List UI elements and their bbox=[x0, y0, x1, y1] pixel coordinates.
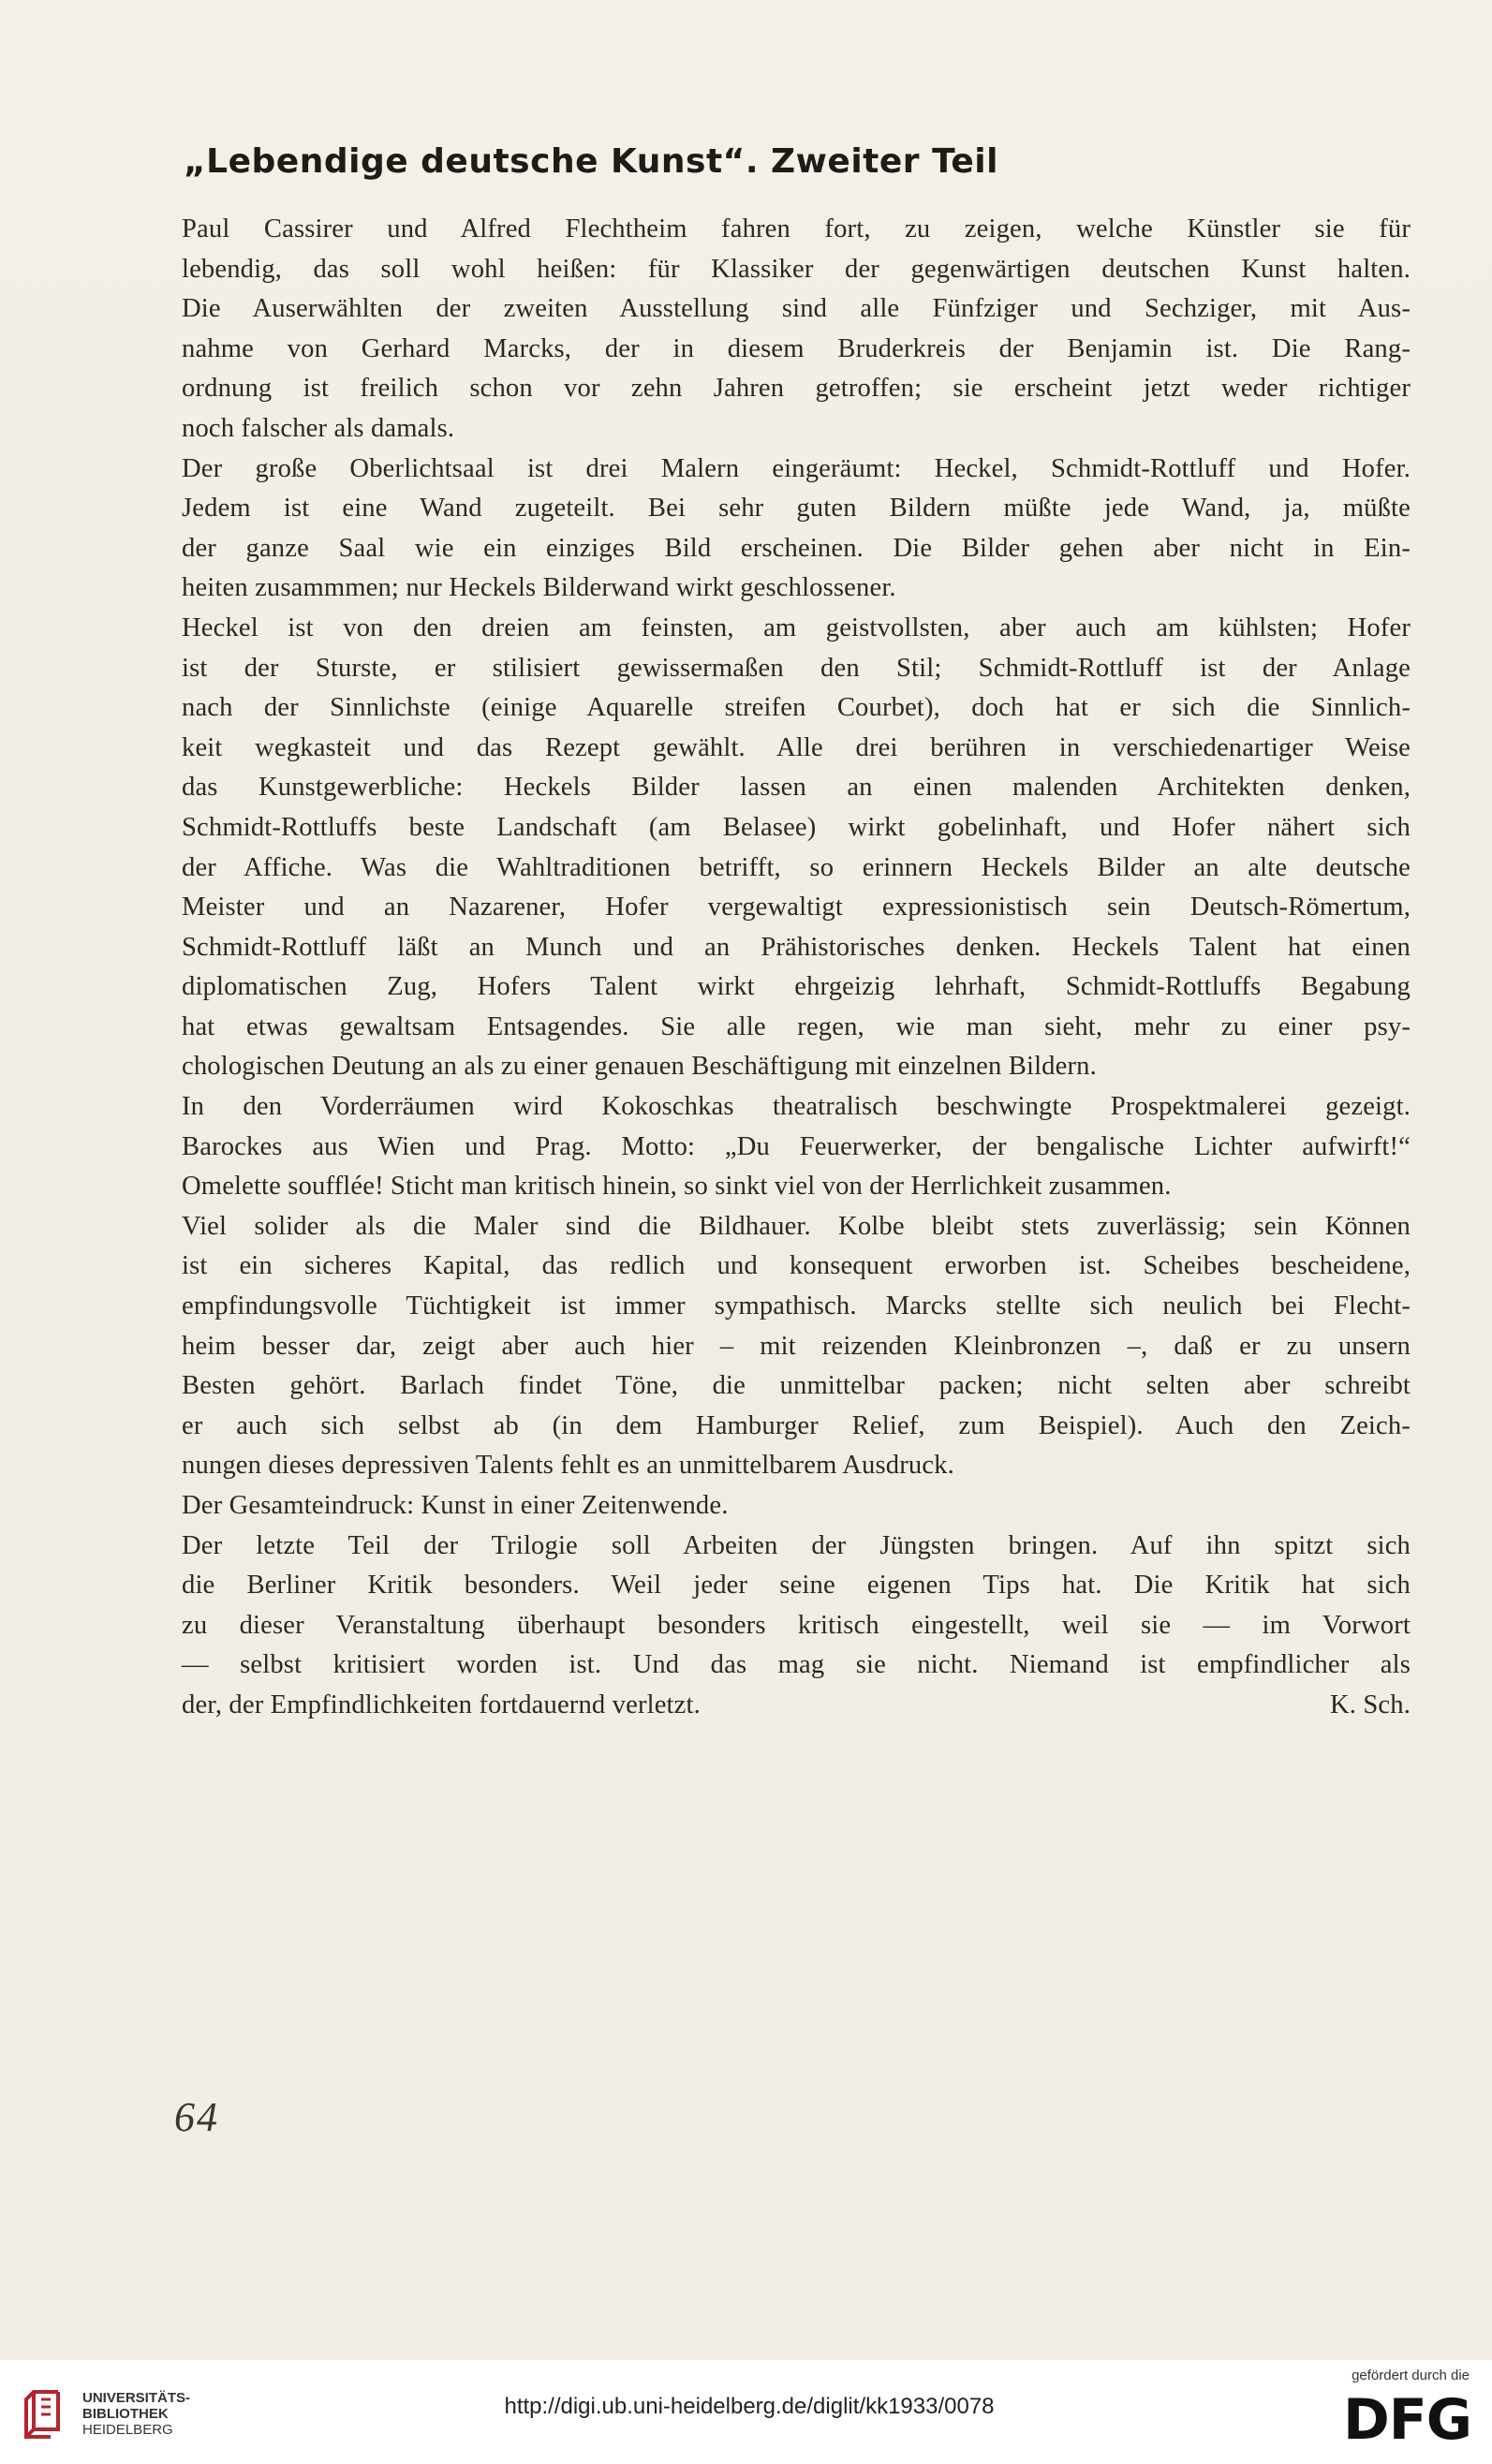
library-name-line: BIBLIOTHEK bbox=[82, 2406, 169, 2422]
page-number: 64 bbox=[174, 2094, 219, 2140]
text-line: er auch sich selbst ab (in dem Hamburger Relief, zum Beispiel). Auch den Zeich- bbox=[182, 1410, 1411, 1440]
article-title: „Lebendige deutsche Kunst“. Zweiter Teil bbox=[184, 142, 998, 181]
text-line: der ganze Saal wie ein einziges Bild erscheinen. Die Bilder gehen aber nicht in Ein- bbox=[182, 533, 1411, 563]
text-line: Viel solider als die Maler sind die Bildhauer. Kolbe bleibt stets zuverlässig; sein Können bbox=[182, 1211, 1411, 1241]
text-line: Meister und an Nazarener, Hofer vergewaltigt expressionistisch sein Deutsch-Römertum, bbox=[182, 893, 1411, 922]
text-line: Schmidt-Rottluffs beste Landschaft (am Belasee) wirkt gobelinhaft, und Hofer nähert sich bbox=[182, 812, 1411, 842]
text-line: empfindungsvolle Tüchtigkeit ist immer sympathisch. Marcks stellte sich neulich bei Flecht- bbox=[182, 1291, 1411, 1321]
text-line: Heckel ist von den dreien am feinsten, am geistvollsten, aber auch am kühlsten; Hofer bbox=[182, 612, 1411, 642]
document-url-link[interactable]: http://digi.ub.uni-heidelberg.de/diglit/kk1933/0078 bbox=[504, 2394, 995, 2419]
dfg-logo[interactable]: DFG bbox=[1342, 2387, 1471, 2453]
text-line: Die Auserwählten der zweiten Ausstellung sind alle Fünfziger und Sechziger, mit Aus- bbox=[182, 294, 1411, 324]
text-line: lebendig, das soll wohl heißen: für Klassiker der gegenwärtigen deutschen Kunst halten. bbox=[182, 254, 1411, 284]
text-line: heim besser dar, zeigt aber auch hier – mit reizenden Kleinbronzen –, daß er zu unsern bbox=[182, 1331, 1411, 1361]
text-line: Schmidt-Rottluff läßt an Munch und an Prähistorisches denken. Heckels Talent hat einen bbox=[182, 932, 1411, 962]
author-signature: K. Sch. bbox=[1329, 1689, 1411, 1719]
text-line: der Affiche. Was die Wahltraditionen betrifft, so erinnern Heckels Bilder an alte deutsche bbox=[182, 852, 1411, 882]
text-line: Der Gesamteindruck: Kunst in einer Zeitenwende. bbox=[182, 1491, 729, 1520]
footer-bar bbox=[0, 2360, 1492, 2464]
text-line: nahme von Gerhard Marcks, der in diesem Bruderkreis der Benjamin ist. Die Rang- bbox=[182, 333, 1411, 363]
library-name-line: HEIDELBERG bbox=[82, 2422, 173, 2438]
text-line: chologischen Deutung an als zu einer genauen Beschäftigung mit einzelnen Bildern. bbox=[182, 1052, 1097, 1082]
text-line: die Berliner Kritik besonders. Weil jeder seine eigenen Tips hat. Die Kritik hat sich bbox=[182, 1571, 1411, 1601]
text-line: noch falscher als damals. bbox=[182, 413, 455, 443]
text-line: In den Vorderräumen wird Kokoschkas theatralisch beschwingte Prospektmalerei gezeigt. bbox=[182, 1092, 1411, 1122]
text-line: Der letzte Teil der Trilogie soll Arbeiten der Jüngsten bringen. Auf ihn spitzt sich bbox=[182, 1530, 1411, 1560]
text-line: der, der Empfindlichkeiten fortdauernd verletzt. bbox=[182, 1689, 701, 1719]
text-line: ist ein sicheres Kapital, das redlich und konsequent erworben ist. Scheibes bescheidene, bbox=[182, 1251, 1411, 1281]
text-line: keit wegkasteit und das Rezept gewählt. Alle drei berühren in verschiedenartiger Weise bbox=[182, 732, 1411, 762]
text-line: zu dieser Veranstaltung überhaupt besonders kritisch eingestellt, weil sie — im Vorwort bbox=[182, 1610, 1411, 1640]
library-logo-icon[interactable] bbox=[17, 2386, 71, 2444]
text-line: nungen dieses depressiven Talents fehlt es an unmittelbarem Ausdruck. bbox=[182, 1451, 954, 1481]
text-line: ordnung ist freilich schon vor zehn Jahren getroffen; sie erscheint jetzt weder richtiger bbox=[182, 374, 1411, 404]
library-name[interactable] bbox=[82, 2390, 190, 2438]
text-line: hat etwas gewaltsam Entsagendes. Sie alle regen, wie man sieht, mehr zu einer psy- bbox=[182, 1011, 1411, 1041]
text-line: Jedem ist eine Wand zugeteilt. Bei sehr guten Bildern müßte jede Wand, ja, müßte bbox=[182, 494, 1411, 524]
text-line: heiten zusammmen; nur Heckels Bilderwand wirkt geschlossener. bbox=[182, 573, 896, 603]
text-line: Paul Cassirer und Alfred Flechtheim fahren fort, zu zeigen, welche Künstler sie für bbox=[182, 214, 1411, 243]
text-line: das Kunstgewerbliche: Heckels Bilder lassen an einen malenden Architekten denken, bbox=[182, 773, 1411, 803]
text-line: diplomatischen Zug, Hofers Talent wirkt ehrgeizig lehrhaft, Schmidt-Rottluffs Begabung bbox=[182, 972, 1411, 1002]
funding-caption: gefördert durch die bbox=[1352, 2368, 1470, 2383]
text-line: ist der Sturste, er stilisiert gewissermaßen den Stil; Schmidt-Rottluff ist der Anlage bbox=[182, 653, 1411, 683]
text-line: nach der Sinnlichste (einige Aquarelle streifen Courbet), doch hat er sich die Sinnlich- bbox=[182, 693, 1411, 723]
text-line: — selbst kritisiert worden ist. Und das mag sie nicht. Niemand ist empfindlicher als bbox=[182, 1650, 1411, 1680]
article-body bbox=[182, 210, 1411, 1726]
text-line: Omelette soufflée! Sticht man kritisch hinein, so sinkt viel von der Herrlichkeit zusammen. bbox=[182, 1172, 1172, 1202]
library-name-line: UNIVERSITÄTS- bbox=[82, 2390, 191, 2406]
text-line: Der große Oberlichtsaal ist drei Malern eingeräumt: Heckel, Schmidt-Rottluff und Hofer. bbox=[182, 453, 1411, 483]
text-line: Barockes aus Wien und Prag. Motto: „Du Feuerwerker, der bengalische Lichter aufwirft!“ bbox=[182, 1131, 1411, 1161]
text-line: Besten gehört. Barlach findet Töne, die unmittelbar packen; nicht selten aber schreibt bbox=[182, 1371, 1411, 1401]
closing-line bbox=[182, 1686, 1411, 1726]
